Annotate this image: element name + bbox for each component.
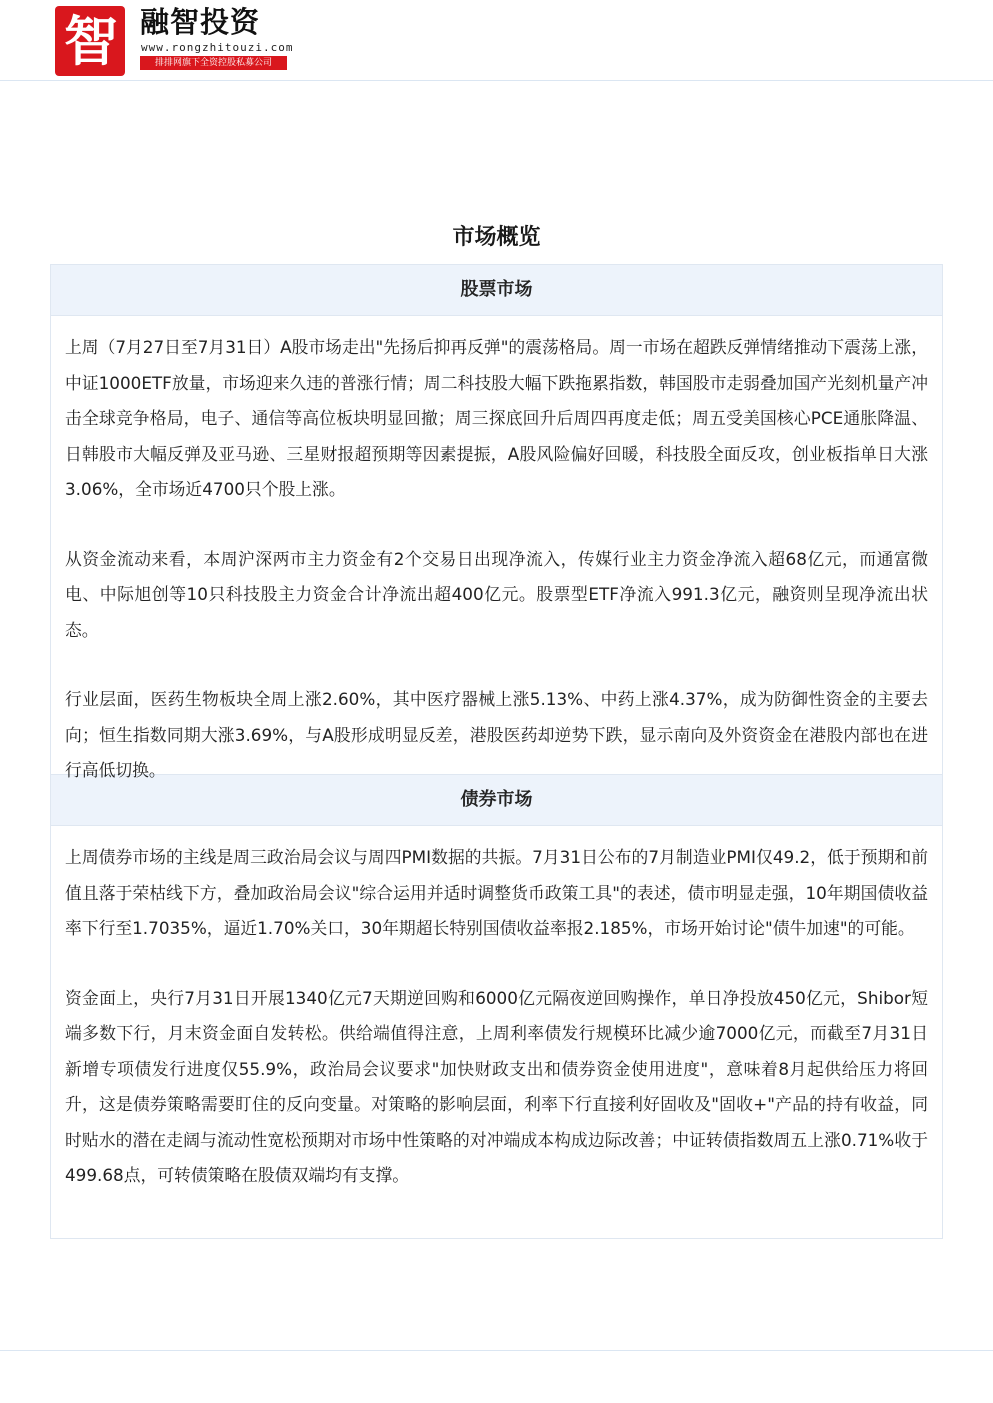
brand-slogan: 排排网旗下全资控股私募公司 [140,56,287,70]
bond-market-section [51,775,942,1238]
stock-market-section [51,265,942,780]
page-header [0,0,993,81]
footer-divider [0,1350,993,1351]
page-title: 市场概览 [452,225,541,250]
section-title: 债券市场 [51,775,942,826]
paragraph: 从资金流动来看，本周沪深两市主力资金有2个交易日出现净流入，传媒行业主力资金净流入超68亿元，而通富微电、中际旭创等10只科技股主力资金合计净流出超400亿元。股票型ETF净流入991.3亿元，融资则呈现净流出状态。 [65,548,928,640]
section-body [51,826,942,1238]
brand-url: www.rongzhitouzi.com [141,41,294,54]
paragraph: 上周（7月27日至7月31日）A股市场走出"先扬后抑再反弹"的震荡格局。周一市场在超跌反弹情绪推动下震荡上涨，中证1000ETF放量，市场迎来久违的普涨行情；周二科技股大幅下跌拖累指数，韩国股市走弱叠加国产光刻机量产冲击全球竞争格局，电子、通信等高位板块明显回撤；周三探底回升后周四再度走低；周五受美国核心PCE通胀降温、日韩股市大幅反弹及亚马逊、三星财报超预期等因素提振，A股风险偏好回暖，科技股全面反攻，创业板指单日大涨3.06%，全市场近4700只个股上涨。 [65,337,928,499]
market-overview-panel [50,264,943,1239]
paragraph: 行业层面，医药生物板块全周上涨2.60%，其中医疗器械上涨5.13%、中药上涨4.37%，成为防御性资金的主要去向；恒生指数同期大涨3.69%，与A股形成明显反差，港股医药却逆势下跌，显示南向及外资资金在港股内部也在进行高低切换。 [65,689,928,780]
paragraph: 上周债券市场的主线是周三政治局会议与周四PMI数据的共振。7月31日公布的7月制造业PMI仅49.2，低于预期和前值且落于荣枯线下方，叠加政治局会议"综合运用并适时调整货币政策工具"的表述，债市明显走强，10年期国债收益率下行至1.7035%，逼近1.70%关口，30年期超长特别国债收益率报2.185%，市场开始讨论"债牛加速"的可能。 [65,847,928,938]
brand-name: 融智投资 [140,5,261,39]
paragraph: 资金面上，央行7月31日开展1340亿元7天期逆回购和6000亿元隔夜逆回购操作，单日净投放450亿元，Shibor短端多数下行，月末资金面自发转松。供给端值得注意，上周利率债发行规模环比减少逾7000亿元，而截至7月31日新增专项债发行进度仅55.9%，政治局会议要求"加快财政支出和债券资金使用进度"，意味着8月起供给压力将回升，这是债券策略需要盯住的反向变量。对策略的影响层面，利率下行直接利好固收及"固收+"产品的持有收益，同时贴水的潜在走阔与流动性宽松预期对市场中性策略的对冲端成本构成边际改善；中证转债指数周五上涨0.71%收于499.68点，可转债策略在股债双端均有支撑。 [65,987,928,1185]
brand-logo-icon[interactable]: 智 [55,6,125,76]
section-body [51,316,942,780]
section-title: 股票市场 [51,265,942,316]
